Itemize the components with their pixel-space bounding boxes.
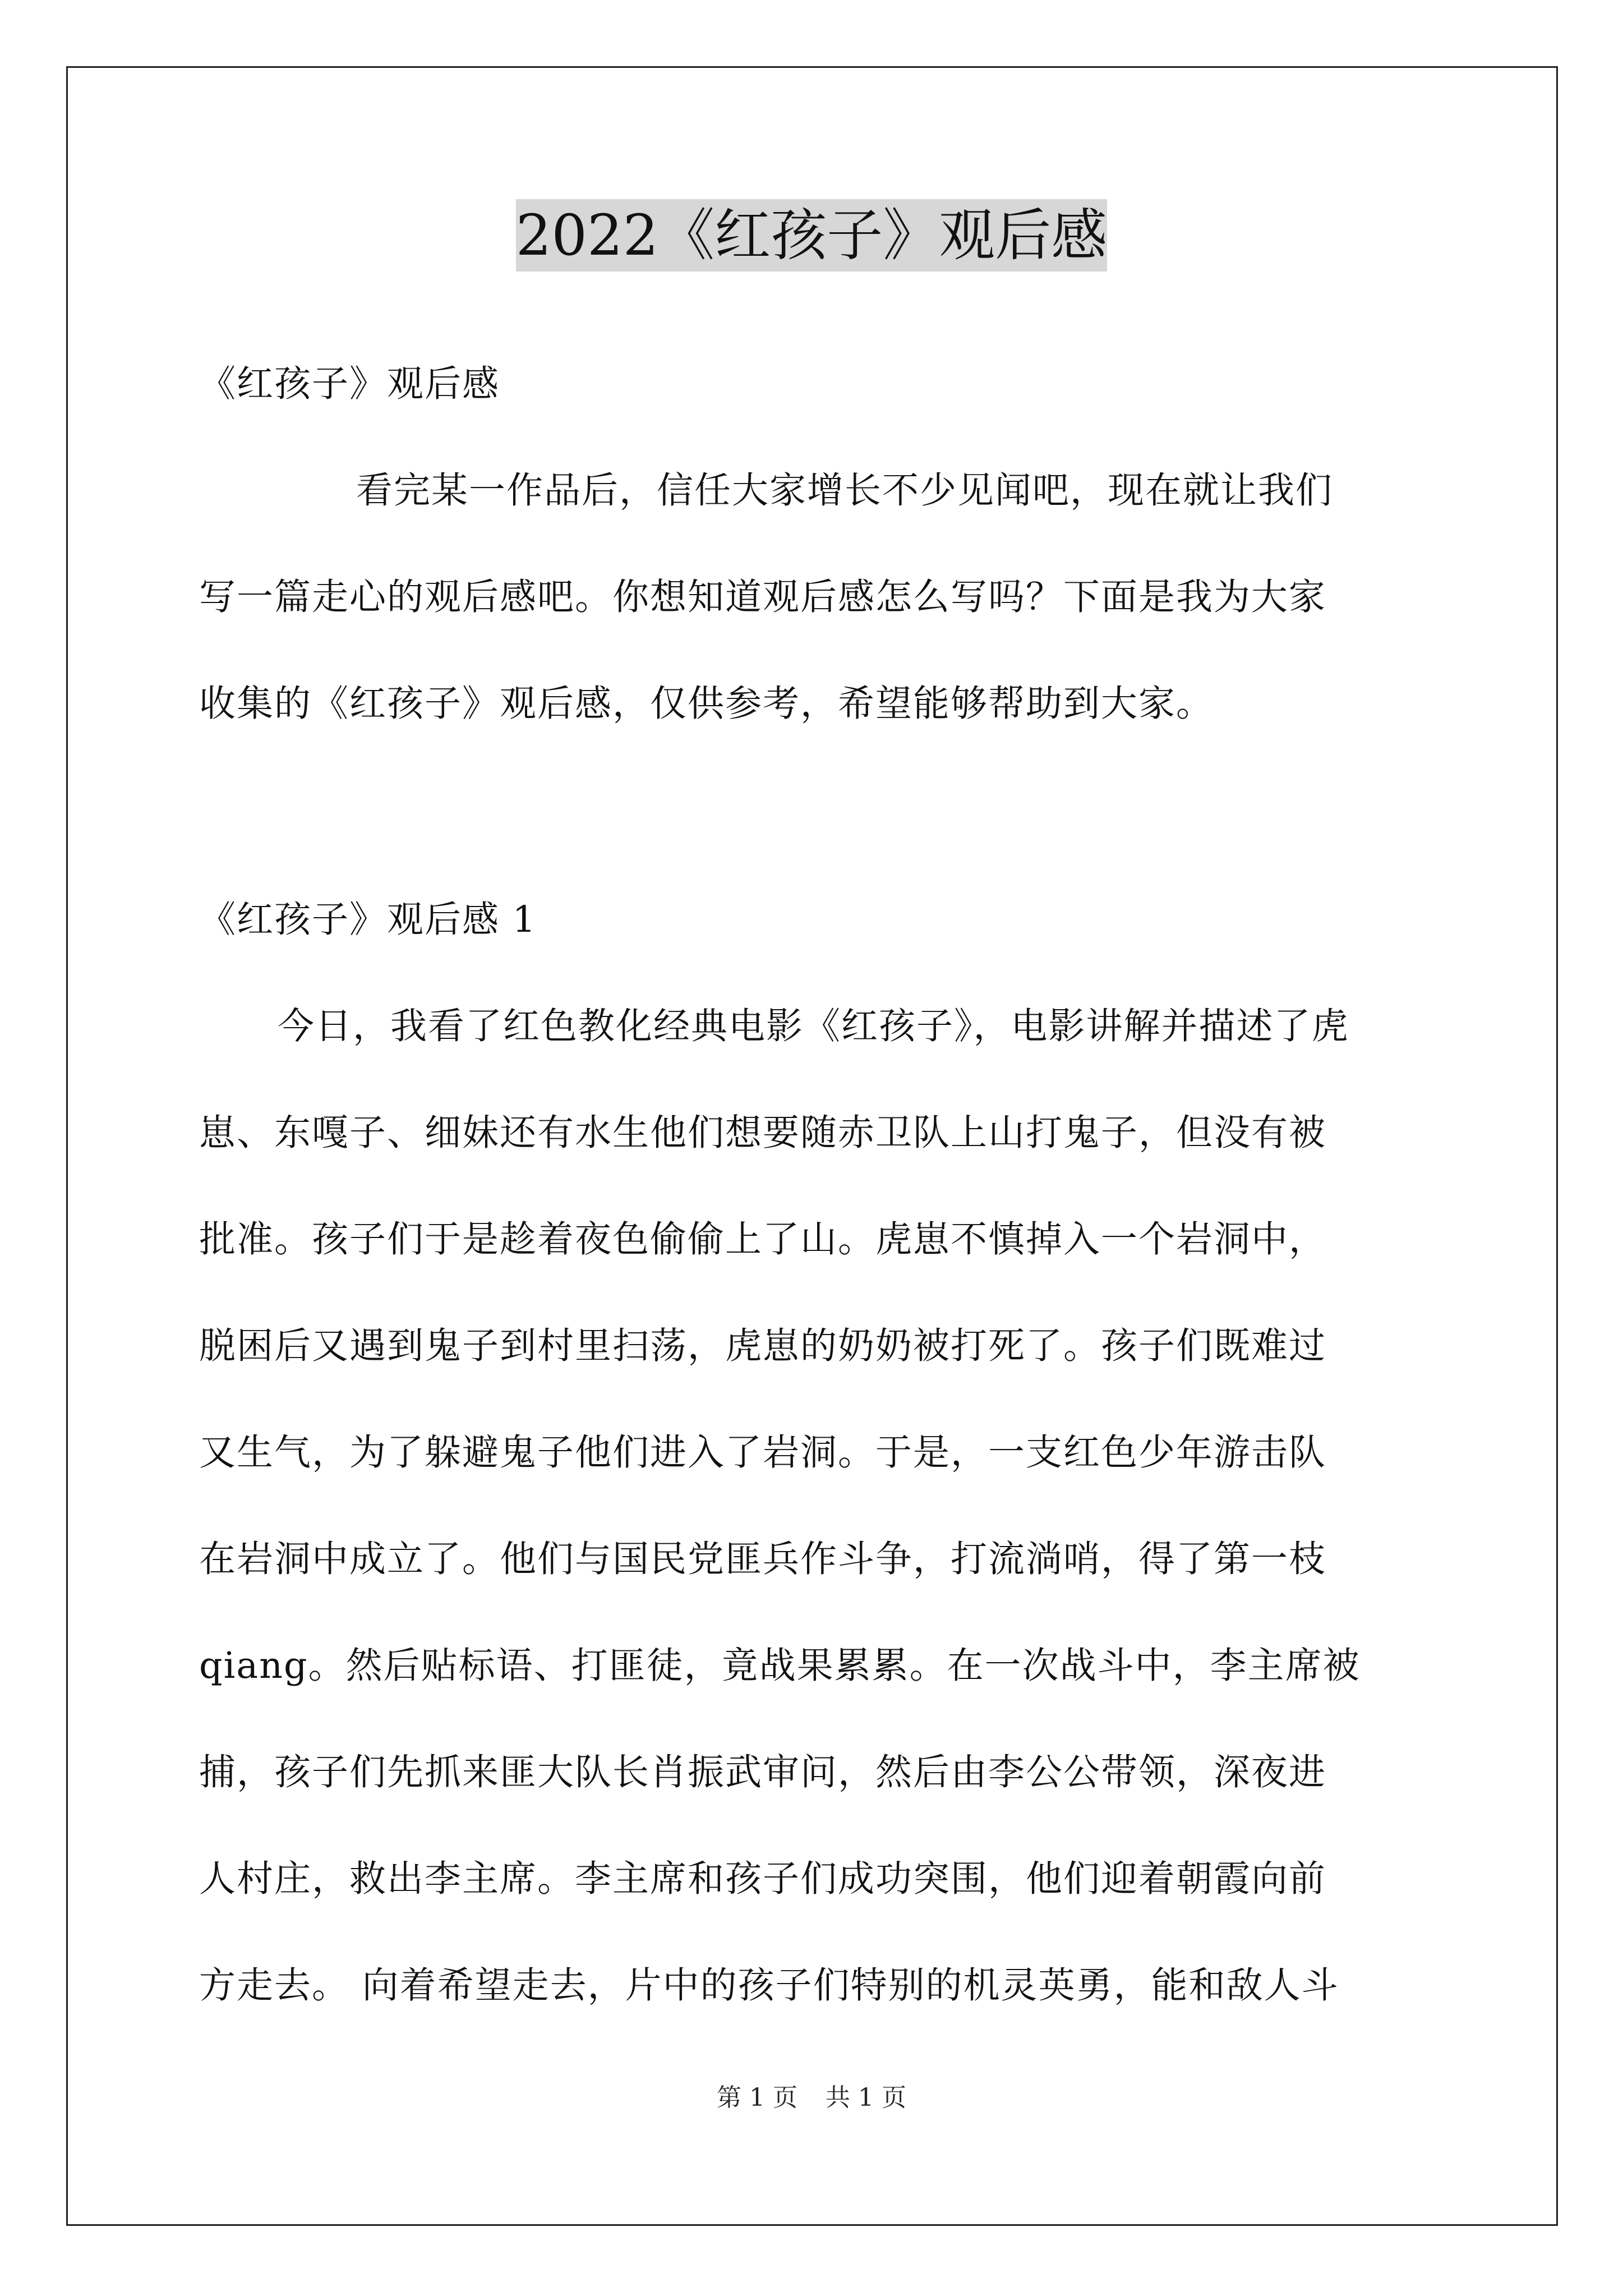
intro-line: 看完某一作品后，信任大家增长不少见闻吧，现在就让我们 bbox=[356, 470, 1334, 512]
section-line: 崽、东嘎子、细妹还有水生他们想要随赤卫队上山打鬼子，但没有被 bbox=[199, 1112, 1327, 1154]
section-line: qiang。然后贴标语、打匪徒，竟战果累累。在一次战斗中，李主席被 bbox=[199, 1645, 1361, 1687]
section-line: 今日，我看了红色教化经典电影《红孩子》，电影讲解并描述了虎 bbox=[278, 1005, 1349, 1047]
intro-line: 收集的《红孩子》观后感，仅供参考，希望能够帮助到大家。 bbox=[199, 683, 1214, 725]
section-paragraph bbox=[199, 973, 1430, 2039]
section-heading-text: 《红孩子》观后感 1 bbox=[199, 899, 537, 941]
section-line: 在岩洞中成立了。他们与国民党匪兵作斗争，打流淌哨，得了第一枝 bbox=[199, 1538, 1327, 1580]
section-line: 捕，孩子们先抓来匪大队长肖振武审问，然后由李公公带领，深夜进 bbox=[199, 1751, 1327, 1793]
intro-heading bbox=[199, 331, 1430, 438]
section-line: 方走去。 向着希望走去，片中的孩子们特别的机灵英勇，能和敌人斗 bbox=[199, 1964, 1339, 2007]
document-title bbox=[0, 199, 1623, 272]
section-line: 人村庄，救出李主席。李主席和孩子们成功突围，他们迎着朝霞向前 bbox=[199, 1858, 1327, 1900]
section-heading bbox=[199, 867, 1430, 973]
page-total: 共 1 页 bbox=[826, 2083, 906, 2112]
page-footer bbox=[0, 2081, 1623, 2115]
document-title-text: 2022《红孩子》观后感 bbox=[516, 199, 1108, 272]
section-line: 又生气，为了躲避鬼子他们进入了岩洞。于是，一支红色少年游击队 bbox=[199, 1432, 1327, 1474]
section-line: 批准。孩子们于是趁着夜色偷偷上了山。虎崽不慎掉入一个岩洞中， bbox=[199, 1218, 1327, 1260]
intro-heading-text: 《红孩子》观后感 bbox=[199, 363, 500, 405]
page-number: 第 1 页 bbox=[717, 2083, 797, 2112]
intro-line: 写一篇走心的观后感吧。你想知道观后感怎么写吗？下面是我为大家 bbox=[199, 576, 1327, 618]
intro-paragraph bbox=[199, 438, 1430, 757]
section-line: 脱困后又遇到鬼子到村里扫荡，虎崽的奶奶被打死了。孩子们既难过 bbox=[199, 1325, 1327, 1367]
